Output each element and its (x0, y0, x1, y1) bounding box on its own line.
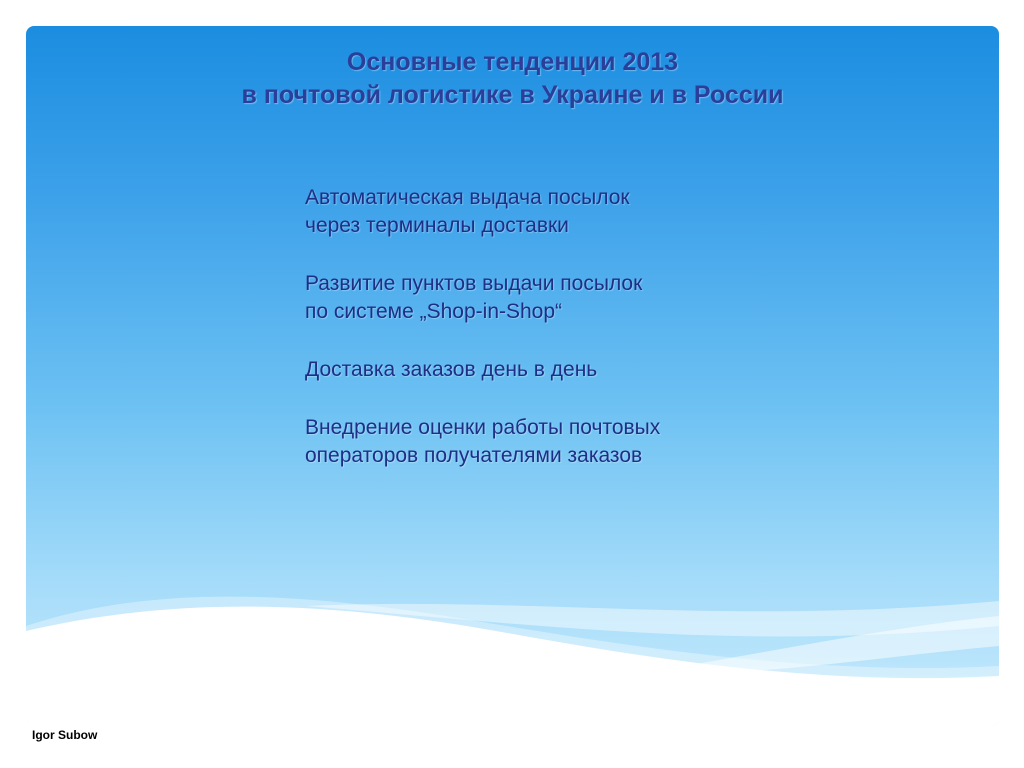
trend-list (305, 184, 905, 500)
trend-item-line-1: Доставка заказов день в день (305, 358, 598, 381)
trend-item (305, 270, 905, 326)
trend-item (305, 414, 905, 470)
trend-item-line-2: по системе „Shop-in-Shop“ (305, 300, 563, 323)
title-line-1: Основные тенденции 2013 (346, 48, 679, 76)
trend-item (305, 356, 905, 384)
trend-item-line-1: Внедрение оценки работы почтовых (305, 416, 661, 439)
title-line-2: в почтовой логистике в Украине и в России (241, 81, 784, 109)
trend-item-line-2: операторов получателями заказов (305, 444, 643, 467)
trend-item-line-1: Автоматическая выдача посылок (305, 186, 630, 209)
trend-item (305, 184, 905, 240)
slide-title (26, 46, 999, 112)
author-label: Igor Subow (32, 728, 98, 742)
slide-panel (26, 26, 999, 726)
trend-item-line-1: Развитие пунктов выдачи посылок (305, 272, 643, 295)
trend-item-line-2: через терминалы доставки (305, 214, 569, 237)
